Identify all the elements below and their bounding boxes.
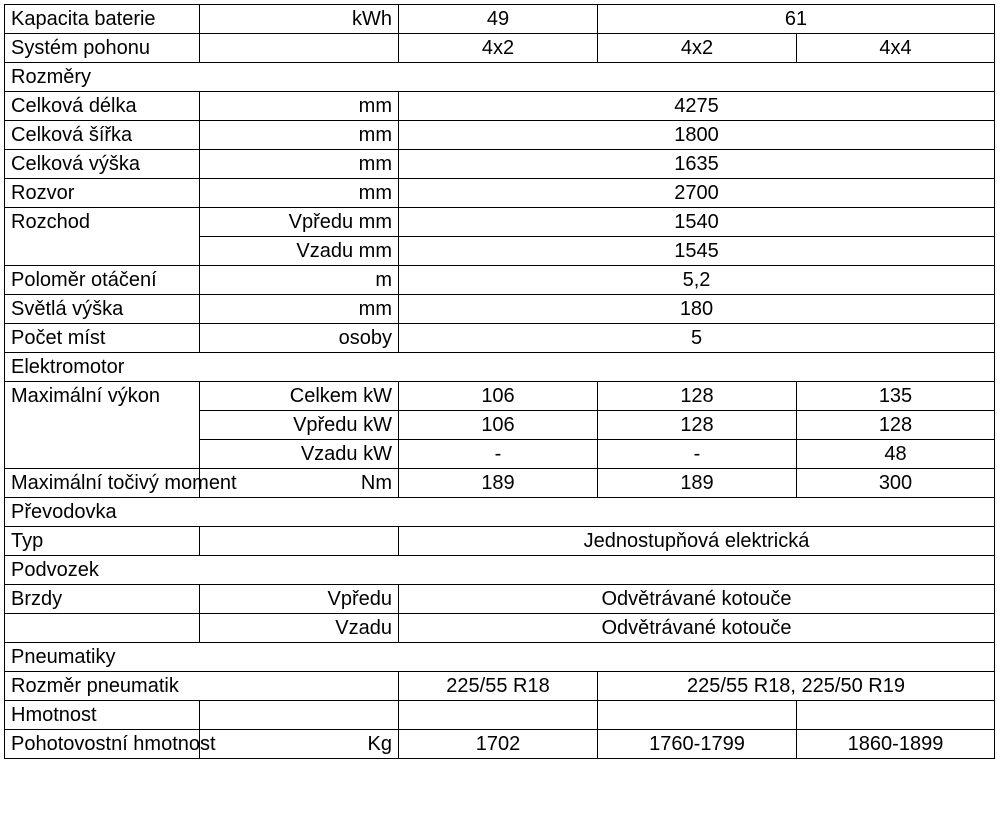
power-rear-value-1: - bbox=[399, 440, 598, 469]
length-value: 4275 bbox=[399, 92, 995, 121]
gearbox-type-unit bbox=[200, 527, 399, 556]
brakes-front-unit: Vpředu bbox=[200, 585, 399, 614]
battery-value-2: 61 bbox=[598, 5, 995, 34]
section-dimensions bbox=[5, 63, 995, 92]
section-tyres bbox=[5, 643, 995, 672]
gearbox-type-value: Jednostupňová elektrická bbox=[399, 527, 995, 556]
torque-value-3: 300 bbox=[797, 469, 995, 498]
track-front-value: 1540 bbox=[399, 208, 995, 237]
track-label: Rozchod bbox=[5, 208, 200, 266]
battery-label: Kapacita baterie bbox=[5, 5, 200, 34]
torque-unit: Nm bbox=[200, 469, 399, 498]
brakes-front-value: Odvětrávané kotouče bbox=[399, 585, 995, 614]
empty-cell bbox=[200, 701, 399, 730]
curb-weight-value-1: 1702 bbox=[399, 730, 598, 759]
drive-value-3: 4x4 bbox=[797, 34, 995, 63]
row-clearance bbox=[5, 295, 995, 324]
row-drive bbox=[5, 34, 995, 63]
torque-value-2: 189 bbox=[598, 469, 797, 498]
seats-label: Počet míst bbox=[5, 324, 200, 353]
seats-value: 5 bbox=[399, 324, 995, 353]
height-value: 1635 bbox=[399, 150, 995, 179]
row-height bbox=[5, 150, 995, 179]
power-total-value-2: 128 bbox=[598, 382, 797, 411]
wheelbase-label: Rozvor bbox=[5, 179, 200, 208]
power-front-unit: Vpředu kW bbox=[200, 411, 399, 440]
row-battery bbox=[5, 5, 995, 34]
curb-weight-value-2: 1760-1799 bbox=[598, 730, 797, 759]
power-label: Maximální výkon bbox=[5, 382, 200, 469]
brakes-rear-value: Odvětrávané kotouče bbox=[399, 614, 995, 643]
section-chassis bbox=[5, 556, 995, 585]
power-total-value-3: 135 bbox=[797, 382, 995, 411]
turning-value: 5,2 bbox=[399, 266, 995, 295]
curb-weight-value-3: 1860-1899 bbox=[797, 730, 995, 759]
section-title: Převodovka bbox=[5, 498, 995, 527]
section-motor bbox=[5, 353, 995, 382]
row-length bbox=[5, 92, 995, 121]
brakes-rear-empty bbox=[5, 614, 200, 643]
brakes-rear-unit: Vzadu bbox=[200, 614, 399, 643]
length-label: Celková délka bbox=[5, 92, 200, 121]
tyre-size-value-2: 225/55 R18, 225/50 R19 bbox=[598, 672, 995, 701]
turning-unit: m bbox=[200, 266, 399, 295]
section-title: Podvozek bbox=[5, 556, 995, 585]
power-front-value-1: 106 bbox=[399, 411, 598, 440]
power-rear-value-3: 48 bbox=[797, 440, 995, 469]
power-total-value-1: 106 bbox=[399, 382, 598, 411]
empty-cell bbox=[797, 701, 995, 730]
track-rear-value: 1545 bbox=[399, 237, 995, 266]
seats-unit: osoby bbox=[200, 324, 399, 353]
section-title: Elektromotor bbox=[5, 353, 995, 382]
drive-value-1: 4x2 bbox=[399, 34, 598, 63]
clearance-unit: mm bbox=[200, 295, 399, 324]
row-torque bbox=[5, 469, 995, 498]
empty-cell bbox=[598, 701, 797, 730]
spec-table bbox=[4, 4, 995, 759]
width-value: 1800 bbox=[399, 121, 995, 150]
height-unit: mm bbox=[200, 150, 399, 179]
drive-label: Systém pohonu bbox=[5, 34, 200, 63]
gearbox-type-label: Typ bbox=[5, 527, 200, 556]
drive-unit bbox=[200, 34, 399, 63]
torque-value-1: 189 bbox=[399, 469, 598, 498]
drive-value-2: 4x2 bbox=[598, 34, 797, 63]
wheelbase-unit: mm bbox=[200, 179, 399, 208]
power-total-unit: Celkem kW bbox=[200, 382, 399, 411]
row-wheelbase bbox=[5, 179, 995, 208]
section-gearbox bbox=[5, 498, 995, 527]
row-width bbox=[5, 121, 995, 150]
power-front-value-3: 128 bbox=[797, 411, 995, 440]
battery-unit: kWh bbox=[200, 5, 399, 34]
power-front-value-2: 128 bbox=[598, 411, 797, 440]
row-track-front bbox=[5, 208, 995, 237]
width-label: Celková šířka bbox=[5, 121, 200, 150]
length-unit: mm bbox=[200, 92, 399, 121]
tyre-size-value-1: 225/55 R18 bbox=[399, 672, 598, 701]
torque-label: Maximální točivý moment bbox=[5, 469, 200, 498]
brakes-label: Brzdy bbox=[5, 585, 200, 614]
section-title: Hmotnost bbox=[5, 701, 200, 730]
clearance-value: 180 bbox=[399, 295, 995, 324]
section-title: Pneumatiky bbox=[5, 643, 995, 672]
empty-cell bbox=[399, 701, 598, 730]
track-rear-unit: Vzadu mm bbox=[200, 237, 399, 266]
section-title: Rozměry bbox=[5, 63, 995, 92]
curb-weight-unit: Kg bbox=[200, 730, 399, 759]
battery-value-1: 49 bbox=[399, 5, 598, 34]
row-seats bbox=[5, 324, 995, 353]
power-rear-value-2: - bbox=[598, 440, 797, 469]
tyre-size-label: Rozměr pneumatik bbox=[5, 672, 399, 701]
width-unit: mm bbox=[200, 121, 399, 150]
row-brakes-front bbox=[5, 585, 995, 614]
power-rear-unit: Vzadu kW bbox=[200, 440, 399, 469]
wheelbase-value: 2700 bbox=[399, 179, 995, 208]
row-gearbox-type bbox=[5, 527, 995, 556]
height-label: Celková výška bbox=[5, 150, 200, 179]
row-brakes-rear bbox=[5, 614, 995, 643]
track-front-unit: Vpředu mm bbox=[200, 208, 399, 237]
section-weight bbox=[5, 701, 995, 730]
curb-weight-label: Pohotovostní hmotnost bbox=[5, 730, 200, 759]
turning-label: Poloměr otáčení bbox=[5, 266, 200, 295]
row-tyre-size bbox=[5, 672, 995, 701]
row-turning bbox=[5, 266, 995, 295]
clearance-label: Světlá výška bbox=[5, 295, 200, 324]
row-power-total bbox=[5, 382, 995, 411]
row-curb-weight bbox=[5, 730, 995, 759]
